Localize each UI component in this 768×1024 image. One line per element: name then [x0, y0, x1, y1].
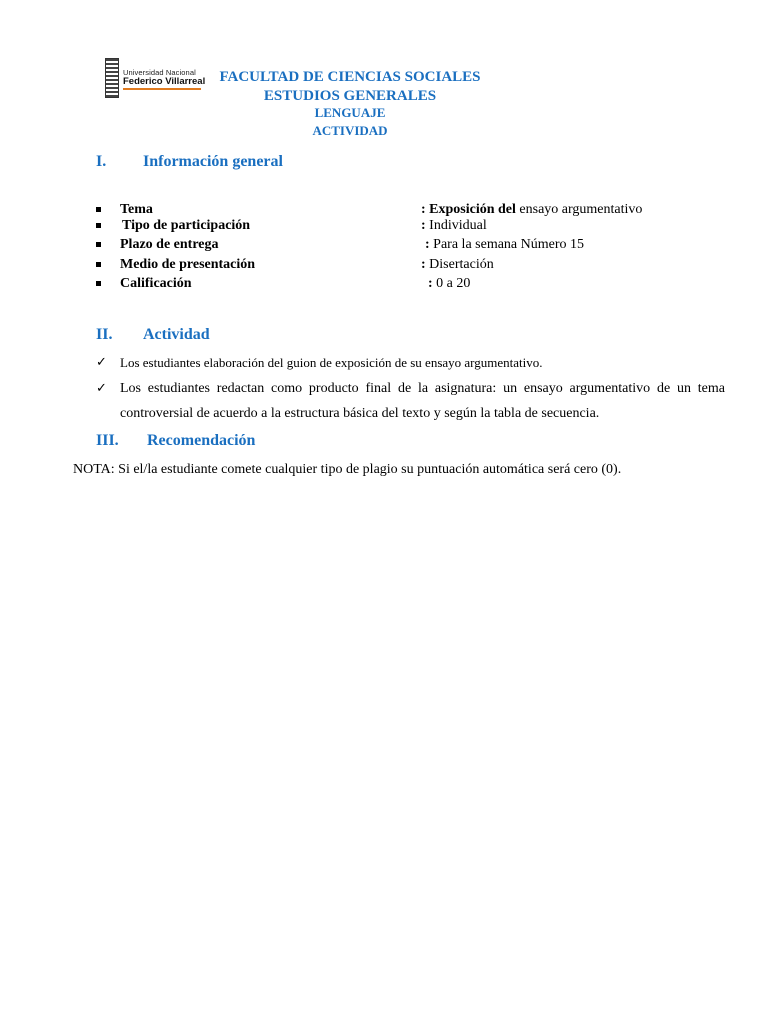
- section-1-number: I.: [96, 153, 107, 170]
- course-title: LENGUAJE: [314, 105, 386, 120]
- square-bullet-icon: [96, 262, 101, 267]
- info-value: : Para la semana Número 15: [425, 237, 585, 252]
- faculty-title: FACULTAD DE CIENCIAS SOCIALES: [219, 69, 481, 85]
- checkmark-icon: ✓: [96, 355, 107, 370]
- section-3-title: Recomendación: [147, 432, 256, 449]
- square-bullet-icon: [96, 281, 101, 286]
- activity-text-2: Los estudiantes redactan como producto final de la asignatura: un ensayo argumentativo de un tema controversial de acuerdo a la estructura básica del texto y según la tabla de secuencia.: [120, 381, 725, 421]
- square-bullet-icon: [96, 223, 101, 228]
- info-value: : Disertación: [421, 257, 494, 272]
- info-value: : Individual: [421, 218, 487, 233]
- university-crest-icon: [105, 58, 119, 98]
- section-2-number: II.: [96, 326, 113, 343]
- info-label: Plazo de entrega: [120, 237, 219, 252]
- info-label: Tipo de participación: [122, 218, 251, 233]
- section-1-title: Información general: [143, 153, 283, 170]
- section-2-title: Actividad: [143, 326, 210, 343]
- logo-line-1: Universidad Nacional: [123, 68, 196, 77]
- info-label: Medio de presentación: [120, 257, 256, 272]
- logo-line-2: Federico Villarreal: [123, 76, 206, 87]
- square-bullet-icon: [96, 207, 101, 212]
- program-title: ESTUDIOS GENERALES: [263, 88, 437, 104]
- info-value: : 0 a 20: [428, 276, 471, 291]
- section-3-number: III.: [96, 432, 119, 449]
- info-label: Calificación: [120, 276, 192, 291]
- info-value: : Exposición del ensayo argumentativo: [421, 202, 643, 217]
- plagiarism-note: NOTA: Si el/la estudiante comete cualquier tipo de plagio su puntuación automática será cero (0).: [73, 462, 622, 477]
- document-type: ACTIVIDAD: [312, 123, 388, 138]
- info-label: Tema: [120, 202, 153, 217]
- activity-text: Los estudiantes elaboración del guion de exposición de su ensayo argumentativo.: [120, 355, 543, 370]
- checkmark-icon: ✓: [96, 381, 107, 396]
- square-bullet-icon: [96, 242, 101, 247]
